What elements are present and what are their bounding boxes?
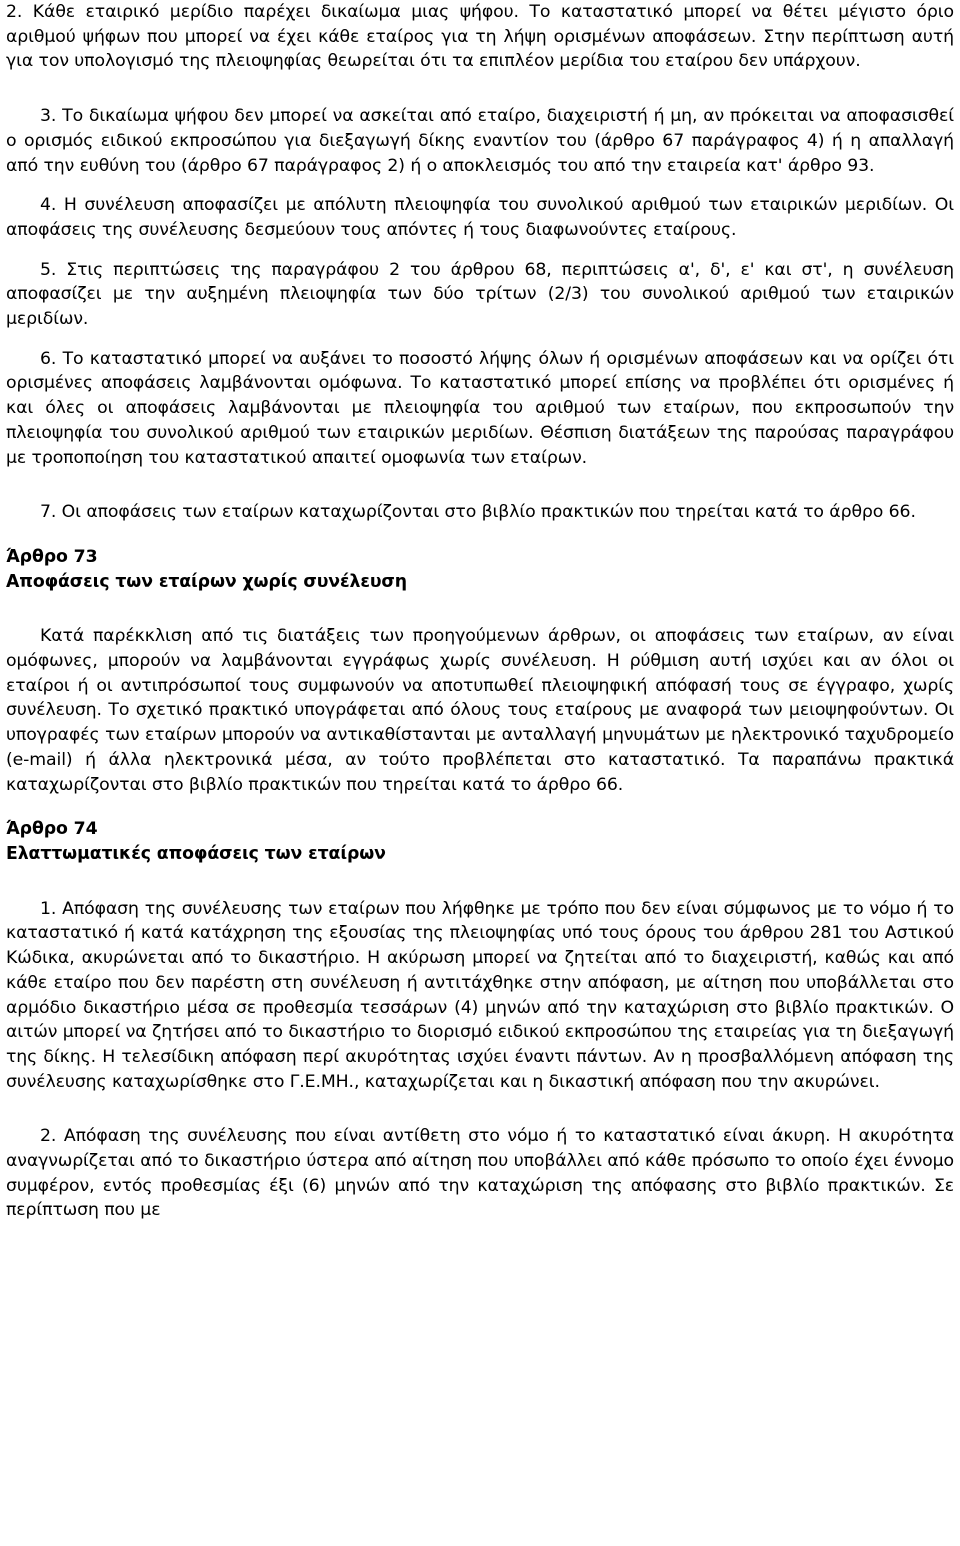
document-page xyxy=(6,0,954,1223)
paragraph-7: 7. Οι αποφάσεις των εταίρων καταχωρίζονται στο βιβλίο πρακτικών που τηρείται κατά το άρθρο 66. xyxy=(40,502,916,523)
article-73-body: Κατά παρέκκλιση από τις διατάξεις των προηγούμενων άρθρων, οι αποφάσεις των εταίρων, αν είναι ομόφωνες, μπορούν να λαμβάνονται εγγράφως χωρίς συνέλευση. Η ρύθμιση αυτή ισχύει και αν όλοι οι εταίροι ή οι αντιπρόσωποί τους συμφωνούν να αποτυπωθεί πλειοψηφική απόφασή τους σε έγγραφο, χωρίς συνέλευση. Το σχετικό πρακτικό υπογράφεται από όλους τους εταίρους με αναφορά των μειοψηφούντων. Οι υπογραφές των εταίρων μπορούν να αντικαθίστανται με ανταλλαγή μηνυμάτων με ηλεκτρονικό ταχυδρομείο (e-mail) ή άλλα ηλεκτρονικά μέσα, αν τούτο προβλέπεται στο καταστατικό. Τα παραπάνω πρακτικά καταχωρίζονται στο βιβλίο πρακτικών που τηρείται κατά το άρθρο 66. xyxy=(6,626,954,795)
spacer xyxy=(6,332,954,347)
spacer xyxy=(6,74,954,104)
article-74-paragraph-2: 2. Απόφαση της συνέλευσης που είναι αντίθετη στο νόμο ή το καταστατικό είναι άκυρη. Η ακυρότητα αναγνωρίζεται από το δικαστήριο ύστερα από αίτηση που υποβάλλει από κάθε πρόσωπο το οποίο έχει έννομο συμφέρον, εντός προθεσμίας έξι (6) μηνών από την καταχώριση της απόφασης στο βιβλίο πρακτικών. Σε περίπτωση που με xyxy=(6,1126,954,1221)
paragraph-4: 4. Η συνέλευση αποφασίζει με απόλυτη πλειοψηφία του συνολικού αριθμού των εταιρικών μεριδίων. Οι αποφάσεις της συνέλευσης δεσμεύουν τους απόντες ή τους διαφωνούντες εταίρους. xyxy=(6,195,954,240)
spacer xyxy=(6,178,954,193)
article-74-title: Ελαττωματικές αποφάσεις των εταίρων xyxy=(6,843,386,864)
spacer xyxy=(6,867,954,897)
spacer xyxy=(6,470,954,500)
spacer xyxy=(6,594,954,624)
spacer xyxy=(6,243,954,258)
article-73-number: Άρθρο 73 xyxy=(6,546,98,567)
paragraph-5: 5. Στις περιπτώσεις της παραγράφου 2 του άρθρου 68, περιπτώσεις α', δ', ε' και στ', η συνέλευση αποφασίζει με την αυξημένη πλειοψηφία των δύο τρίτων (2/3) του συνολικού αριθμού των εταιρικών μεριδίων. xyxy=(6,259,954,330)
article-73-title: Αποφάσεις των εταίρων χωρίς συνέλευση xyxy=(6,571,407,592)
article-74-number: Άρθρο 74 xyxy=(6,819,98,840)
spacer xyxy=(6,797,954,817)
spacer xyxy=(6,525,954,545)
spacer xyxy=(6,1094,954,1124)
paragraph-2: 2. Κάθε εταιρικό μερίδιο παρέχει δικαίωμα μιας ψήφου. Το καταστατικό μπορεί να θέτει μέγιστο όριο αριθμού ψήφων που μπορεί να έχει κάθε εταίρος για τη λήψη ορισμένων αποφάσεων. Στην περίπτωση αυτή για τον υπολογισμό της πλειοψηφίας θεωρείται ότι τα επιπλέον μερίδια του εταίρου δεν υπάρχουν. xyxy=(6,2,954,72)
paragraph-6: 6. Το καταστατικό μπορεί να αυξάνει το ποσοστό λήψης όλων ή ορισμένων αποφάσεων και να ορίζει ότι ορισμένες αποφάσεις λαμβάνονται ομόφωνα. Το καταστατικό μπορεί επίσης να προβλέπει ότι ορισμένες ή και όλες οι αποφάσεις λαμβάνονται με πλειοψηφία του αριθμού των εταίρων, που εκπροσωπούν την πλειοψηφία του συνολικού αριθμού των εταιρικών μεριδίων. Θέσπιση διατάξεων της παρούσας παραγράφου με τροποποίηση του καταστατικού απαιτεί ομοφωνία των εταίρων. xyxy=(6,348,954,468)
article-74-paragraph-1: 1. Απόφαση της συνέλευσης των εταίρων που λήφθηκε με τρόπο που δεν είναι σύμφωνος με το νόμο ή το καταστατικό ή κατά κατάχρηση της εξουσίας της πλειοψηφίας υπό τους όρους του άρθρου 281 του Αστικού Κώδικα, ακυρώνεται από το δικαστήριο. Η ακύρωση μπορεί να ζητείται από το διαχειριστή, καθώς και από κάθε εταίρο που δεν παρέστη στη συνέλευση ή αντιτάχθηκε στην απόφαση, με αίτηση που υποβάλλεται στο αρμόδιο δικαστήριο μέσα σε προθεσμία τεσσάρων (4) μηνών από την καταχώριση στο βιβλίο πρακτικών. Ο αιτών μπορεί να ζητήσει από το δικαστήριο το διορισμό ειδικού εκπροσώπου της εταιρείας για τη διεξαγωγή της δίκης. Η τελεσίδικη απόφαση περί ακυρότητας ισχύει έναντι πάντων. Αν η προσβαλλόμενη απόφαση της συνέλευσης καταχωρίσθηκε στο Γ.Ε.ΜΗ., καταχωρίζεται και η δικαστική απόφαση που την ακυρώνει. xyxy=(6,898,954,1092)
paragraph-3: 3. Το δικαίωμα ψήφου δεν μπορεί να ασκείται από εταίρο, διαχειριστή ή μη, αν πρόκειται να αποφασισθεί ο ορισμός ειδικού εκπροσώπου για διεξαγωγή δίκης εναντίον του (άρθρο 67 παράγραφος 4) ή η απαλλαγή από την ευθύνη του (άρθρο 67 παράγραφος 2) ή ο αποκλεισμός του από την εταιρεία κατ' άρθρο 93. xyxy=(6,106,954,176)
